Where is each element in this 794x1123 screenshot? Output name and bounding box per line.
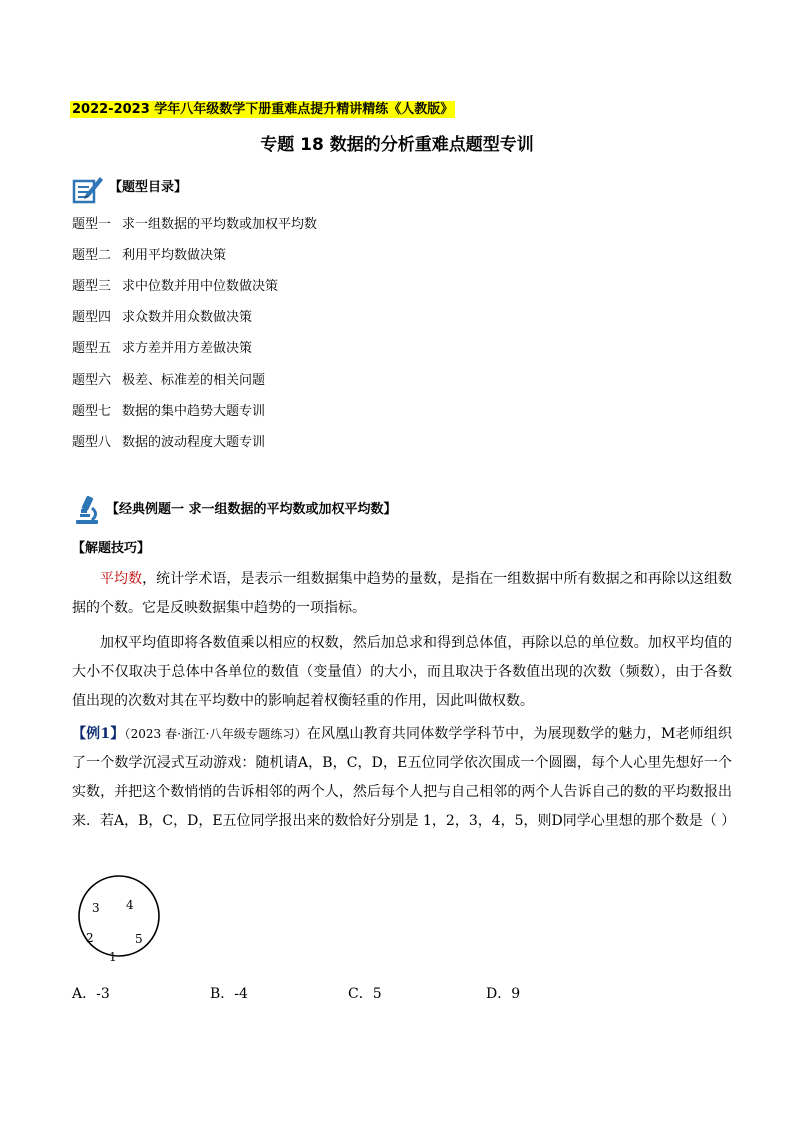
- tips-heading: 【解题技巧】: [72, 541, 151, 556]
- term-highlight: 平均数: [100, 571, 143, 587]
- page-title: 专题 18 数据的分析重难点题型专训: [260, 135, 534, 155]
- figure-number: 5: [135, 932, 143, 946]
- answer-options: [72, 985, 632, 1003]
- notebook-pencil-icon: [72, 174, 104, 204]
- toc-item[interactable]: 题型四 求众数并用众数做决策: [72, 310, 253, 325]
- circle-figure: [75, 870, 163, 970]
- example-source: （2023 春·浙江·八年级专题练习）: [124, 727, 307, 741]
- option-a[interactable]: A．-3: [72, 986, 110, 1002]
- toc-item[interactable]: 题型七 数据的集中趋势大题专训: [72, 404, 266, 419]
- toc-item[interactable]: 题型二 利用平均数做决策: [72, 248, 227, 263]
- figure-number: 2: [86, 931, 94, 945]
- option-c[interactable]: C．5: [348, 986, 382, 1002]
- microscope-icon: [72, 494, 102, 526]
- toc-item[interactable]: 题型五 求方差并用方差做决策: [72, 341, 253, 356]
- example-tag: 【例1】: [72, 726, 125, 742]
- example-text: 在风凰山教育共同体数学学科节中，为展现数学的魅力，M老师组织了一个数学沉浸式互动游戏：随机请A，B，C，D，E五位同学依次围成一个圆圈，每个人心里先想好一个实数，并把这个数悄悄的告诉相邻的两个人，然后每个人把与自己相邻的两个人告诉自己的数的平均数报出来．若A，B，C，D，E五位同学报出来的数恰好分别是 1，2，3，4，5，则D同学心里想的那个数是（ ）: [72, 726, 736, 829]
- figure-number: 3: [92, 901, 100, 915]
- example-problem: [72, 720, 736, 836]
- option-d[interactable]: D．9: [486, 986, 521, 1002]
- series-banner: 2022-2023 学年八年级数学下册重难点提升精讲精练《人教版》: [72, 102, 454, 117]
- toc-item[interactable]: 题型八 数据的波动程度大题专训: [72, 435, 266, 450]
- toc-item[interactable]: 题型一 求一组数据的平均数或加权平均数: [72, 217, 318, 232]
- figure-number: 4: [126, 898, 134, 912]
- toc-item[interactable]: 题型六 极差、标准差的相关问题: [72, 373, 266, 388]
- tips-paragraph-1: 平均数，统计学术语，是表示一组数据集中趋势的量数，是指在一组数据中所有数据之和再除以这组数据的个数。它是反映数据集中趋势的一项指标。: [72, 571, 733, 616]
- option-b[interactable]: B．-4: [210, 986, 248, 1002]
- section-heading: 【经典例题一 求一组数据的平均数或加权平均数】: [106, 502, 397, 517]
- toc-heading: 【题型目录】: [109, 180, 188, 195]
- tips-paragraph-2: 加权平均值即将各数值乘以相应的权数，然后加总求和得到总体值，再除以总的单位数。加权平均值的大小不仅取决于总体中各单位的数值（变量值）的大小，而且取决于各数值出现的次数（频数），由于各数值出现的次数对其在平均数中的影响起着权衡轻重的作用，因此叫做权数。: [72, 635, 732, 709]
- figure-number: 1: [109, 950, 117, 964]
- toc-item[interactable]: 题型三 求中位数并用中位数做决策: [72, 279, 279, 294]
